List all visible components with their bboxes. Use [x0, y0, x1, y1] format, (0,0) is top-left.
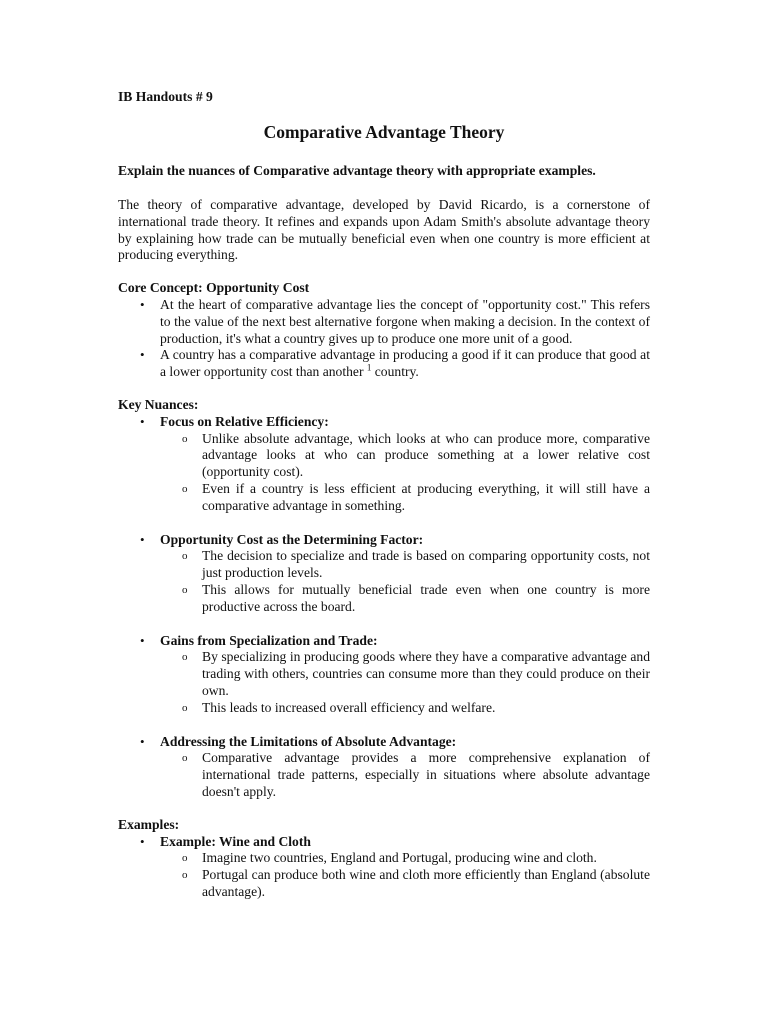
circle-bullet-icon: o: [182, 752, 188, 765]
bullet-icon: •: [140, 833, 145, 849]
sub-list: [160, 649, 650, 716]
sub-list-item: [160, 649, 650, 699]
circle-bullet-icon: o: [182, 869, 188, 882]
spacer: [160, 717, 650, 734]
sub-list-item: [160, 700, 650, 717]
intro-paragraph: The theory of comparative advantage, developed by David Ricardo, is a cornerstone of international trade theory. It refines and expands upon Adam Smith's absolute advantage theory by explaining how trade can be mutually beneficial even when one country is more efficient at producing everything.: [118, 197, 650, 263]
circle-bullet-icon: o: [182, 701, 188, 714]
list-item: [118, 834, 650, 901]
spacer: [160, 616, 650, 633]
sub-list-item: [160, 582, 650, 616]
key-nuances-list: [118, 414, 650, 801]
list-item: [118, 734, 650, 801]
sub-list-item-text: Portugal can produce both wine and cloth more efficiently than England (absolute advantage).: [202, 867, 650, 899]
key-nuances-heading: Key Nuances:: [118, 396, 199, 412]
sub-list-item-text: This allows for mutually beneficial trade even when one country is more productive across the board.: [202, 581, 650, 614]
sub-list-item-text: This leads to increased overall efficiency and welfare.: [202, 699, 496, 715]
sub-list: [160, 431, 650, 515]
bullet-icon: •: [140, 632, 145, 648]
sub-list-item: [160, 867, 650, 901]
page-title: Comparative Advantage Theory: [263, 122, 505, 142]
sub-list-item-text: By specializing in producing goods where they have a comparative advantage and trading with others, countries can consume more than they could produce on their own.: [202, 649, 650, 698]
list-item-title: Gains from Specialization and Trade:: [160, 632, 378, 648]
sub-list-item: [160, 431, 650, 481]
list-item: [118, 633, 650, 734]
sub-list-item-text: The decision to specialize and trade is based on comparing opportunity costs, not just production levels.: [202, 548, 650, 581]
examples-heading: Examples:: [118, 816, 180, 832]
sub-list-item: [160, 481, 650, 515]
list-item: [118, 297, 650, 347]
sub-list-item: [160, 750, 650, 800]
spacer: [160, 515, 650, 532]
bullet-icon: •: [140, 733, 145, 749]
sub-list-item-text: Comparative advantage provides a more comprehensive explanation of international trade patterns, especially in situations where absolute advantage doesn't apply.: [202, 750, 650, 799]
sub-list: [160, 850, 650, 900]
examples-list: [118, 834, 650, 901]
bullet-icon: •: [140, 413, 145, 429]
sub-list: [160, 750, 650, 800]
circle-bullet-icon: o: [182, 432, 188, 445]
list-item-title: Focus on Relative Efficiency:: [160, 413, 329, 429]
question-prompt: Explain the nuances of Comparative advantage theory with appropriate examples.: [118, 163, 596, 178]
sub-list-item-text: Even if a country is less efficient at producing everything, it will still have a comparative advantage in something.: [202, 480, 650, 513]
list-item-title: Opportunity Cost as the Determining Factor:: [160, 531, 424, 547]
circle-bullet-icon: o: [182, 482, 188, 495]
sub-list: [160, 548, 650, 615]
bullet-icon: •: [140, 296, 145, 312]
bullet-icon: •: [140, 347, 145, 363]
core-concept-list: [118, 297, 650, 381]
bullet-icon: •: [140, 531, 145, 547]
list-item: [118, 347, 650, 381]
circle-bullet-icon: o: [182, 852, 188, 865]
list-item-text: At the heart of comparative advantage lies the concept of "opportunity cost." This refers to the value of the next best alternative forgone when making a decision. In the context of production, it's what a country gives up to produce one more unit of a good.: [160, 296, 650, 346]
list-item-text: country.: [371, 364, 419, 380]
circle-bullet-icon: o: [182, 651, 188, 664]
core-concept-heading: Core Concept: Opportunity Cost: [118, 280, 310, 296]
sub-list-item: [160, 850, 650, 867]
list-item-text: A country has a comparative advantage in producing a good if it can produce that good at a lower opportunity cost than another: [160, 347, 650, 380]
handout-label: IB Handouts # 9: [118, 89, 213, 104]
sub-list-item-text: Imagine two countries, England and Portugal, producing wine and cloth.: [202, 850, 597, 866]
list-item-title: Example: Wine and Cloth: [160, 833, 311, 849]
footnote-marker[interactable]: 1: [366, 362, 372, 373]
circle-bullet-icon: o: [182, 583, 188, 596]
list-item: [118, 532, 650, 633]
sub-list-item-text: Unlike absolute advantage, which looks at who can produce more, comparative advantage looks at who can produce something at a lower relative cost (opportunity cost).: [202, 430, 650, 480]
sub-list-item: [160, 548, 650, 582]
circle-bullet-icon: o: [182, 550, 188, 563]
list-item: [118, 414, 650, 532]
list-item-title: Addressing the Limitations of Absolute Advantage:: [160, 733, 457, 749]
